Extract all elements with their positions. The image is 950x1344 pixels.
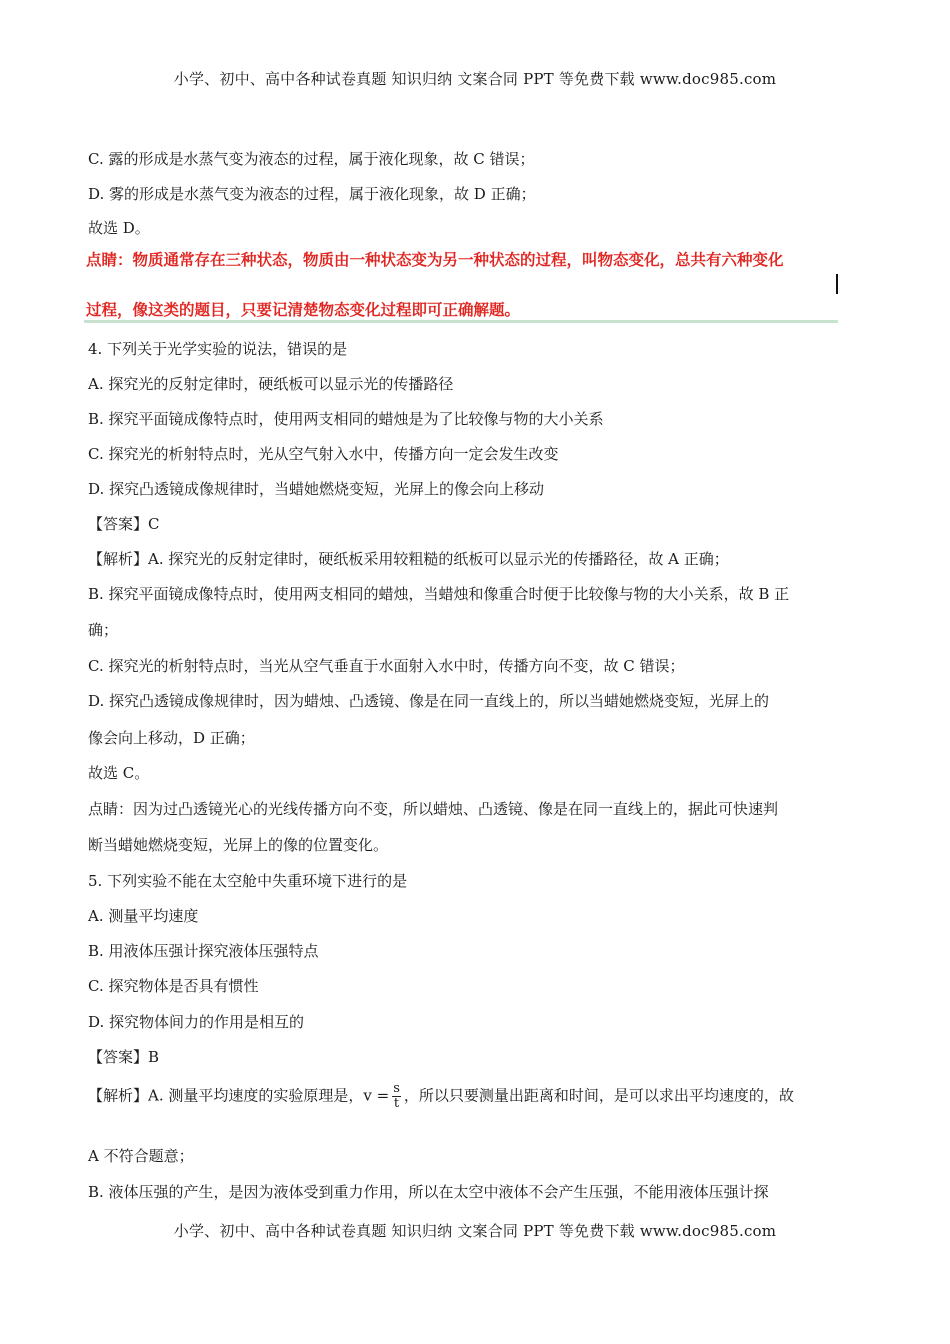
formula-denominator: t <box>393 1096 400 1111</box>
page-header: 小学、初中、高中各种试卷真题 知识归纳 文案合同 PPT 等免费下载 www.doc985.com <box>173 70 777 88</box>
q5-option-c: C. 探究物体是否具有惯性 <box>88 977 259 995</box>
q4-option-b: B. 探究平面镜成像特点时，使用两支相同的蜡烛是为了比较像与物的大小关系 <box>88 410 604 428</box>
q4-stem: 4. 下列关于光学实验的说法，错误的是 <box>88 340 348 358</box>
text-cursor <box>836 274 838 294</box>
q3-option-d-analysis: D. 雾的形成是水蒸气变为液态的过程，属于液化现象，故 D 正确； <box>88 185 536 203</box>
q5-analysis-a-cont: A 不符合题意； <box>88 1147 194 1165</box>
q4-choice: 故选 C。 <box>88 764 150 782</box>
q4-analysis-c: C. 探究光的析射特点时，当光从空气垂直于水面射入水中时，传播方向不变，故 C 错误； <box>88 657 685 675</box>
q4-option-c: C. 探究光的析射特点时，光从空气射入水中，传播方向一定会发生改变 <box>88 445 559 463</box>
q3-choice: 故选 D。 <box>88 219 150 237</box>
highlight-note-line-1: 点睛：物质通常存在三种状态，物质由一种状态变为另一种状态的过程，叫物态变化，总共有六种变化 <box>86 251 784 269</box>
velocity-formula-fraction <box>392 1082 401 1111</box>
q5-analysis-a-pre: 【解析】A. 测量平均速度的实验原理是，v = <box>88 1086 390 1105</box>
q5-answer: 【答案】B <box>88 1048 160 1066</box>
highlight-note-box <box>84 238 838 323</box>
q4-option-a: A. 探究光的反射定律时，硬纸板可以显示光的传播路径 <box>88 375 454 393</box>
q5-option-b: B. 用液体压强计探究液体压强特点 <box>88 942 319 960</box>
q4-analysis-d: D. 探究凸透镜成像规律时，因为蜡烛、凸透镜、像是在同一直线上的，所以当蜡她燃烧变短，光屏上的 <box>88 692 770 710</box>
q5-analysis-a <box>88 1082 794 1111</box>
q4-option-d: D. 探究凸透镜成像规律时，当蜡她燃烧变短，光屏上的像会向上移动 <box>88 480 545 498</box>
q4-analysis-b-cont: 确； <box>88 621 119 639</box>
formula-numerator: s <box>393 1081 400 1096</box>
q4-analysis-d-cont: 像会向上移动，D 正确； <box>88 729 255 747</box>
page-footer: 小学、初中、高中各种试卷真题 知识归纳 文案合同 PPT 等免费下载 www.doc985.com <box>173 1222 777 1240</box>
q4-answer: 【答案】C <box>88 515 160 533</box>
q5-option-a: A. 测量平均速度 <box>88 907 199 925</box>
q5-option-d: D. 探究物体间力的作用是相互的 <box>88 1013 305 1031</box>
highlight-note-line-2: 过程，像这类的题目，只要记清楚物态变化过程即可正确解题。 <box>86 301 521 319</box>
q5-analysis-a-post: ，所以只要测量出距离和时间，是可以求出平均速度的，故 <box>403 1086 794 1105</box>
q4-tip: 点睛：因为过凸透镜光心的光线传播方向不变，所以蜡烛、凸透镜、像是在同一直线上的，据此可快速判 <box>88 800 779 818</box>
q4-analysis-b: B. 探究平面镜成像特点时，使用两支相同的蜡烛，当蜡烛和像重合时便于比较像与物的大小关系，故 B 正 <box>88 585 790 603</box>
q5-stem: 5. 下列实验不能在太空舱中失重环境下进行的是 <box>88 872 408 890</box>
q4-analysis-a: 【解析】A. 探究光的反射定律时，硬纸板采用较粗糙的纸板可以显示光的传播路径，故 A 正确； <box>88 550 729 568</box>
q4-tip-cont: 断当蜡她燃烧变短，光屏上的像的位置变化。 <box>88 836 389 854</box>
q3-option-c-analysis: C. 露的形成是水蒸气变为液态的过程，属于液化现象，故 C 错误； <box>88 150 535 168</box>
q5-analysis-b: B. 液体压强的产生，是因为液体受到重力作用，所以在太空中液体不会产生压强，不能用液体压强计探 <box>88 1183 769 1201</box>
